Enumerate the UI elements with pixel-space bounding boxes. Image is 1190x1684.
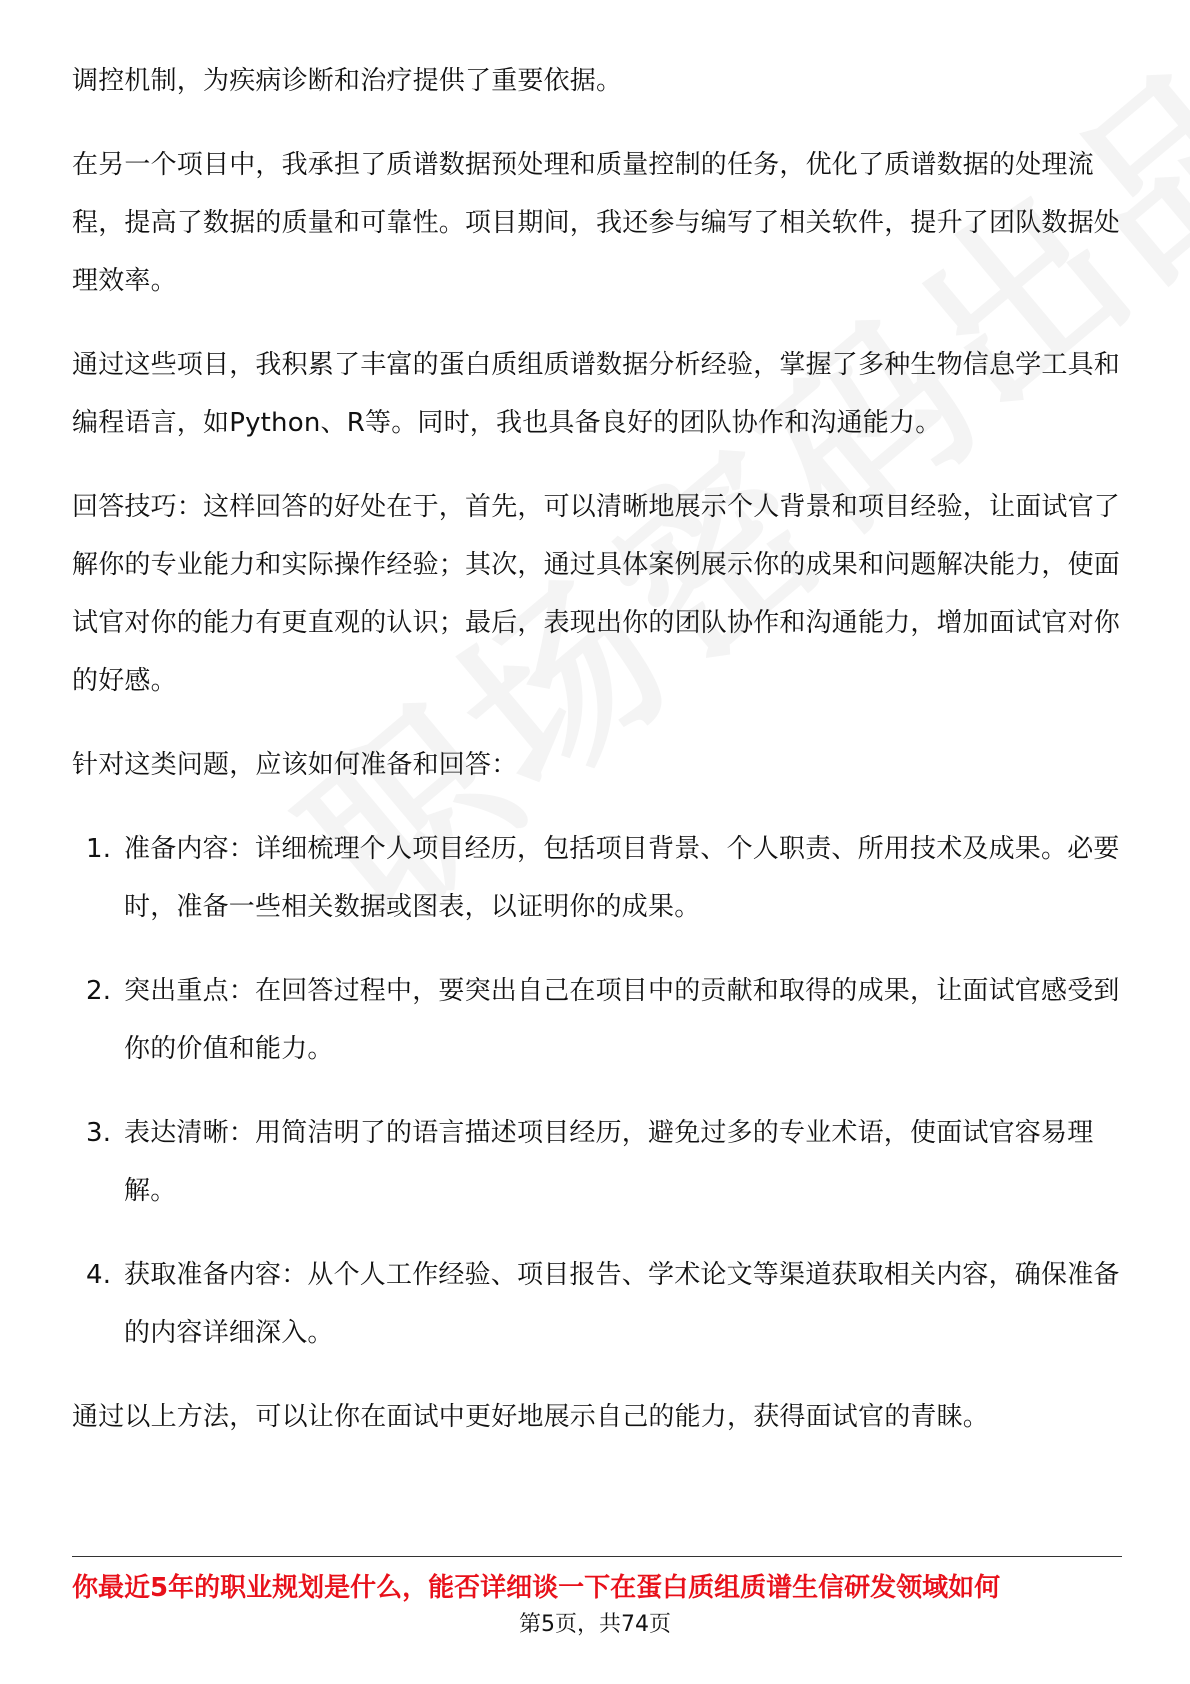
paragraph-2: 在另一个项目中，我承担了质谱数据预处理和质量控制的任务，优化了质谱数据的处理流程，提高了数据的质量和可靠性。项目期间，我还参与编写了相关软件，提升了团队数据处理效率。 [72, 150, 1121, 296]
page-content [72, 52, 1122, 1472]
list-item [72, 1104, 1122, 1220]
list-item-text: 准备内容：详细梳理个人项目经历，包括项目背景、个人职责、所用技术及成果。必要时，准备一些相关数据或图表，以证明你的成果。 [124, 834, 1120, 922]
list-number: 2. [86, 976, 112, 1006]
list-item-text: 表达清晰：用简洁明了的语言描述项目经历，避免过多的专业术语，使面试官容易理解。 [124, 1118, 1094, 1206]
prep-list [72, 820, 1122, 1362]
next-question-heading: 你最近5年的职业规划是什么，能否详细谈一下在蛋白质组质谱生信研发领域如何 [72, 1573, 1001, 1603]
closing-paragraph: 通过以上方法，可以让你在面试中更好地展示自己的能力，获得面试官的青睐。 [72, 1402, 990, 1432]
paragraph-1: 调控机制，为疾病诊断和治疗提供了重要依据。 [72, 66, 623, 96]
paragraph-3: 通过这些项目，我积累了丰富的蛋白质组质谱数据分析经验，掌握了多种生物信息学工具和编程语言，如Python、R等。同时，我也具备良好的团队协作和沟通能力。 [72, 350, 1121, 438]
paragraph-prep-intro: 针对这类问题，应该如何准备和回答： [72, 750, 518, 780]
paragraph-answer-tips: 回答技巧：这样回答的好处在于，首先，可以清晰地展示个人背景和项目经验，让面试官了解你的专业能力和实际操作经验；其次，通过具体案例展示你的成果和问题解决能力，使面试官对你的能力有更直观的认识；最后，表现出你的团队协作和沟通能力，增加面试官对你的好感。 [72, 492, 1121, 696]
section-divider [72, 1556, 1122, 1557]
list-number: 3. [86, 1118, 112, 1148]
list-item [72, 962, 1122, 1078]
list-number: 1. [86, 834, 112, 864]
list-number: 4. [86, 1260, 112, 1290]
list-item [72, 820, 1122, 936]
page-number: 第5页，共74页 [519, 1612, 671, 1637]
list-item-text: 获取准备内容：从个人工作经验、项目报告、学术论文等渠道获取相关内容，确保准备的内容详细深入。 [124, 1260, 1120, 1348]
list-item-text: 突出重点：在回答过程中，要突出自己在项目中的贡献和取得的成果，让面试官感受到你的价值和能力。 [124, 976, 1120, 1064]
list-item [72, 1246, 1122, 1362]
